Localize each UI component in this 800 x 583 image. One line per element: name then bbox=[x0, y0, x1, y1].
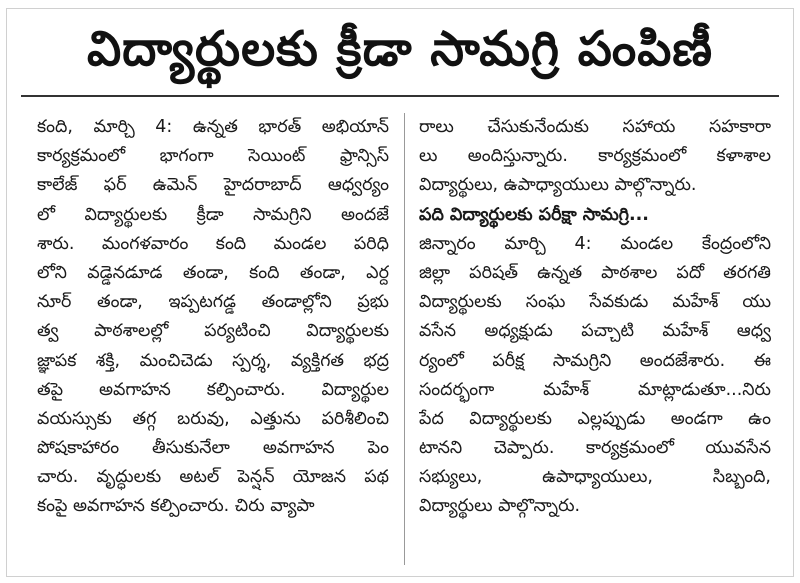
text-line: వసేన అధ్యక్షుడు పచ్చాటి మహేశ్ ఆధ్వ bbox=[419, 321, 771, 342]
text-line: జిన్నారం మార్చి 4: మండల కేంద్రంలోని bbox=[419, 233, 771, 254]
text-line: త్వ పాఠశాలల్లో పర్యటించి విద్యార్థులకు bbox=[37, 321, 389, 342]
text-line: కాలేజ్ ఫర్ ఉమెన్ హైదరాబాద్ ఆధ్వర్యం bbox=[37, 175, 389, 196]
text-line: నూర్ తండా, ఇప్పటగడ్డ తండాల్లోని ప్రభు bbox=[37, 292, 389, 313]
subheading: పది విద్యార్థులకు పరీక్షా సామగ్రి... bbox=[419, 204, 649, 225]
text-line: కంది, మార్చి 4: ఉన్నత భారత్ అభియాన్ bbox=[37, 117, 389, 137]
right-column bbox=[419, 113, 771, 522]
text-line: లు అందిస్తున్నారు. కార్యక్రమంలో కళాశాల bbox=[419, 146, 771, 167]
headline-rule bbox=[21, 95, 779, 97]
text-line: లోని వడ్డెనడూడ తండా, కంది తండా, ఎర్ద bbox=[37, 262, 389, 283]
text-line: టానని చెప్పారు. కార్యక్రమంలో యువసేన bbox=[419, 438, 771, 459]
text-line: విద్యార్థులు, ఉపాధ్యాయులు పాల్గొన్నారు. bbox=[419, 175, 697, 196]
text-line: తపై అవగాహన కల్పించారు. విద్యార్థుల bbox=[37, 379, 389, 400]
text-line: లో విద్యార్థులకు క్రీడా సామగ్రిని అందజే bbox=[37, 204, 389, 225]
text-line: శారు. మంగళవారం కంది మండల పరిధి bbox=[37, 233, 389, 254]
left-column bbox=[37, 113, 389, 522]
text-line: విద్యార్థులకు సంఘ సేవకుడు మహేశ్ యు bbox=[419, 292, 771, 313]
headline: విద్యార్థులకు క్రీడా సామగ్రి పంపిణీ bbox=[87, 21, 713, 77]
text-line: జ్ఞాపక శక్తి, మంచిచెడు స్పర్శ, వ్యక్తిగత భద్ర bbox=[37, 350, 389, 371]
text-line: పోషకాహారం తీసుకునేలా అవగాహన పెం bbox=[37, 438, 389, 459]
text-line: వయస్సుకు తగ్గ బరువు, ఎత్తును పరిశీలించి bbox=[37, 408, 389, 429]
text-line: పేద విద్యార్థులకు ఎల్లప్పుడు అండగా ఉం bbox=[419, 408, 771, 429]
text-line: జిల్లా పరిషత్ ఉన్నత పాఠశాల పదో తరగతి bbox=[419, 262, 771, 283]
news-clipping bbox=[6, 8, 794, 577]
text-line: కార్యక్రమంలో భాగంగా సెయింట్ ఫ్రాన్సిస్ bbox=[37, 146, 389, 167]
text-line: విద్యార్థులు పాల్గొన్నారు. bbox=[419, 496, 581, 517]
text-line: సందర్భంగా మహేశ్ మాట్లాడుతూ...నిరు bbox=[419, 379, 771, 400]
text-line: ర్యంలో పరీక్ష సామగ్రిని అందజేశారు. ఈ bbox=[419, 350, 771, 371]
text-line: చారు. వృద్ధులకు అటల్ పెన్షన్ యోజన పథ bbox=[37, 467, 389, 488]
text-line: సభ్యులు, ఉపాధ్యాయులు, సిబ్బంది, bbox=[419, 467, 771, 488]
text-line: రాలు చేసుకునేందుకు సహాయ సహకారా bbox=[419, 117, 771, 137]
text-line: కంపై అవగాహన కల్పించారు. చిరు వ్యాపా bbox=[37, 496, 315, 517]
column-divider bbox=[404, 113, 405, 565]
